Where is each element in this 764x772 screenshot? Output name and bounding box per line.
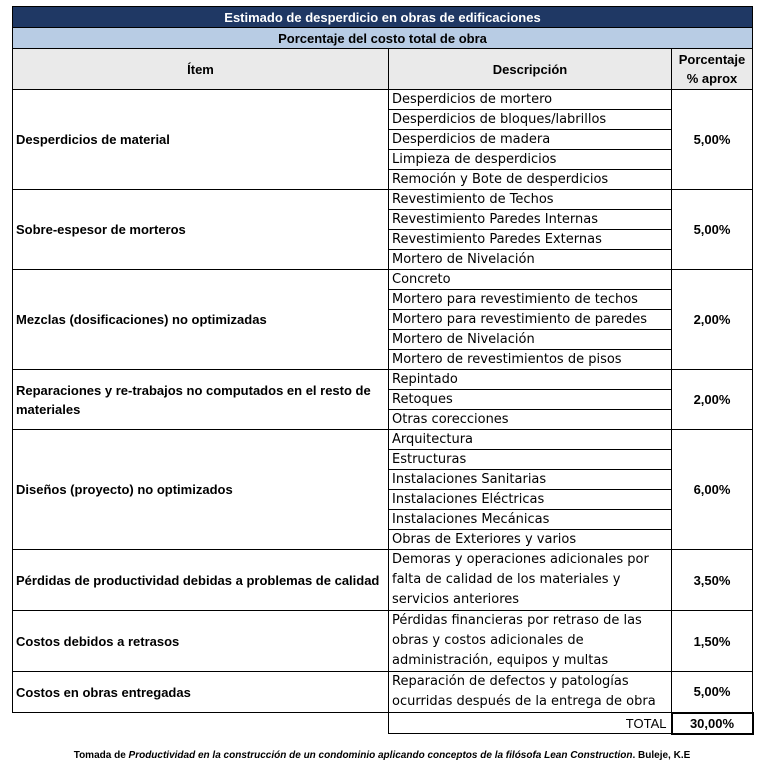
description-cell: Revestimiento Paredes Externas	[389, 230, 672, 250]
description-cell: Revestimiento Paredes Internas	[389, 210, 672, 230]
header-porcentaje-line2: % aprox	[686, 71, 738, 86]
item-cell: Sobre-espesor de morteros	[13, 190, 389, 270]
table-row	[13, 90, 753, 110]
table-subtitle: Porcentaje del costo total de obra	[13, 28, 753, 49]
item-cell: Costos debidos a retrasos	[13, 611, 389, 672]
percentage-cell: 5,00%	[672, 90, 753, 190]
description-cell: Instalaciones Eléctricas	[389, 490, 672, 510]
percentage-cell: 3,50%	[672, 550, 753, 611]
description-cell: Mortero de Nivelación	[389, 330, 672, 350]
item-cell: Desperdicios de material	[13, 90, 389, 190]
description-cell: Demoras y operaciones adicionales por falta de calidad de los materiales y servicios anteriores	[389, 550, 672, 611]
waste-estimate-table-wrapper	[12, 6, 752, 735]
percentage-cell: 5,00%	[672, 190, 753, 270]
percentage-cell: 5,00%	[672, 672, 753, 713]
description-cell: Concreto	[389, 270, 672, 290]
percentage-cell: 1,50%	[672, 611, 753, 672]
description-cell: Otras corecciones	[389, 410, 672, 430]
description-cell: Instalaciones Sanitarias	[389, 470, 672, 490]
item-cell: Costos en obras entregadas	[13, 672, 389, 713]
description-cell: Mortero para revestimiento de paredes	[389, 310, 672, 330]
table-row	[13, 550, 753, 611]
description-cell: Estructuras	[389, 450, 672, 470]
table-row	[13, 270, 753, 290]
total-spacer	[13, 713, 389, 734]
description-cell: Arquitectura	[389, 430, 672, 450]
header-item: Ítem	[13, 49, 389, 90]
source-caption	[0, 750, 764, 761]
header-descripcion: Descripción	[389, 49, 672, 90]
description-cell: Reparación de defectos y patologías ocurridas después de la entrega de obra	[389, 672, 672, 713]
description-cell: Remoción y Bote de desperdicios	[389, 170, 672, 190]
percentage-cell: 6,00%	[672, 430, 753, 550]
item-cell: Reparaciones y re-trabajos no computados en el resto de materiales	[13, 370, 389, 430]
total-label: TOTAL	[389, 713, 672, 734]
description-cell: Limpieza de desperdicios	[389, 150, 672, 170]
description-cell: Retoques	[389, 390, 672, 410]
table-row	[13, 672, 753, 713]
table-row	[13, 430, 753, 450]
table-row	[13, 370, 753, 390]
item-cell: Diseños (proyecto) no optimizados	[13, 430, 389, 550]
caption-source-title: Productividad en la construcción de un condominio aplicando conceptos de la filósofa Lean Construction	[128, 750, 633, 761]
header-porcentaje	[672, 49, 753, 90]
description-cell: Mortero de Nivelación	[389, 250, 672, 270]
description-cell: Repintado	[389, 370, 672, 390]
item-cell: Mezclas (dosificaciones) no optimizadas	[13, 270, 389, 370]
total-value: 30,00%	[672, 713, 753, 734]
item-cell: Pérdidas de productividad debidas a problemas de calidad	[13, 550, 389, 611]
table-row	[13, 190, 753, 210]
description-cell: Instalaciones Mecánicas	[389, 510, 672, 530]
description-cell: Mortero para revestimiento de techos	[389, 290, 672, 310]
description-cell: Desperdicios de mortero	[389, 90, 672, 110]
percentage-cell: 2,00%	[672, 270, 753, 370]
waste-estimate-table	[12, 6, 754, 735]
caption-suffix: . Buleje, K.E	[632, 750, 691, 761]
caption-prefix: Tomada de	[73, 750, 129, 761]
description-cell: Desperdicios de bloques/labrillos	[389, 110, 672, 130]
description-cell: Desperdicios de madera	[389, 130, 672, 150]
description-cell: Obras de Exteriores y varios	[389, 530, 672, 550]
description-cell: Revestimiento de Techos	[389, 190, 672, 210]
table-row	[13, 611, 753, 672]
description-cell: Pérdidas financieras por retraso de las obras y costos adicionales de administración, equipos y multas	[389, 611, 672, 672]
table-title: Estimado de desperdicio en obras de edificaciones	[13, 7, 753, 28]
table-body	[13, 90, 753, 713]
header-porcentaje-line1: Porcentaje	[678, 52, 746, 67]
description-cell: Mortero de revestimientos de pisos	[389, 350, 672, 370]
percentage-cell: 2,00%	[672, 370, 753, 430]
